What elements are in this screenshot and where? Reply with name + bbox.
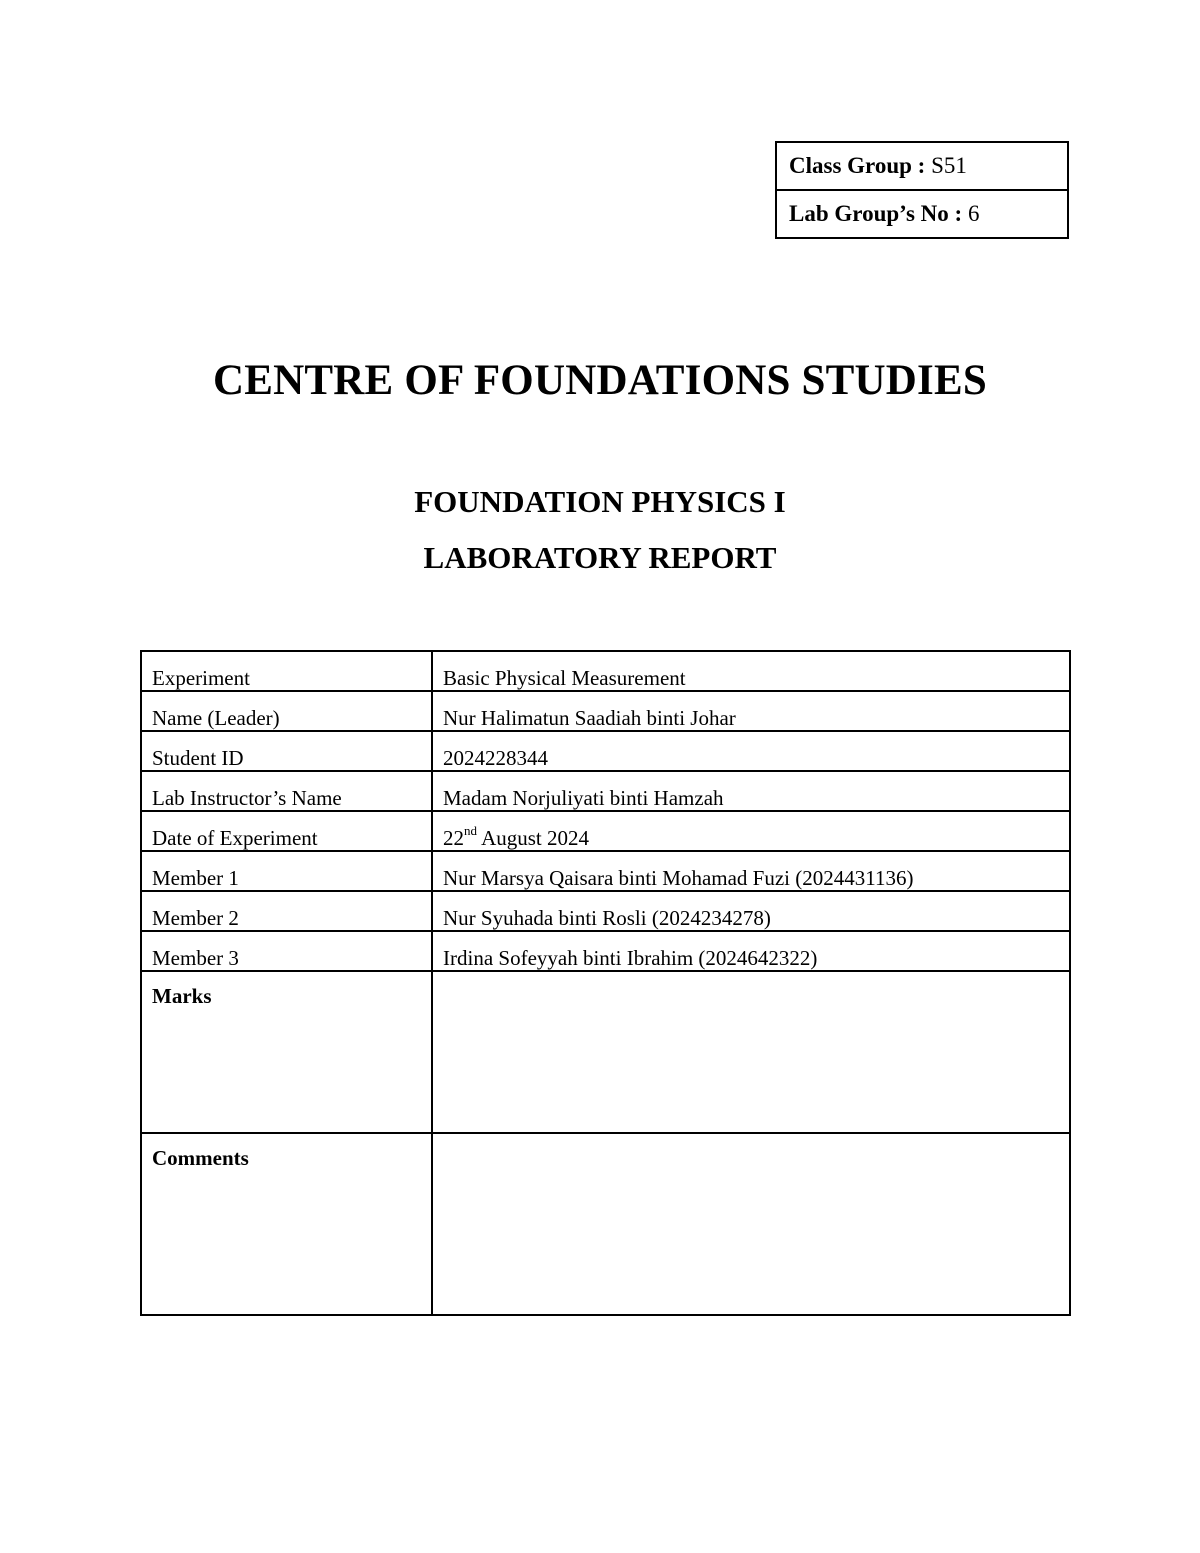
class-group-cell xyxy=(776,142,1068,190)
row-label: Student ID xyxy=(141,731,432,771)
table-row-experiment xyxy=(141,651,1070,691)
row-value: 2024228344 xyxy=(432,731,1070,771)
row-label: Member 1 xyxy=(141,851,432,891)
class-group-row xyxy=(776,142,1068,190)
comments-label: Comments xyxy=(141,1133,432,1315)
table-row-marks xyxy=(141,971,1070,1133)
row-label: Name (Leader) xyxy=(141,691,432,731)
row-value: Irdina Sofeyyah binti Ibrahim (2024642322) xyxy=(432,931,1070,971)
report-info-table xyxy=(140,650,1071,1316)
table-row-date xyxy=(141,811,1070,851)
date-suffix: nd xyxy=(464,823,477,838)
marks-value xyxy=(432,971,1070,1133)
row-label: Member 3 xyxy=(141,931,432,971)
table-row-leader xyxy=(141,691,1070,731)
class-group-label: Class Group : xyxy=(789,153,932,178)
course-title: FOUNDATION PHYSICS I xyxy=(414,484,786,519)
row-label: Member 2 xyxy=(141,891,432,931)
table-row-member-3 xyxy=(141,931,1070,971)
row-value: Nur Marsya Qaisara binti Mohamad Fuzi (2024431136) xyxy=(432,851,1070,891)
lab-group-row xyxy=(776,190,1068,238)
table-row-comments xyxy=(141,1133,1070,1315)
comments-value xyxy=(432,1133,1070,1315)
row-value: Basic Physical Measurement xyxy=(432,651,1070,691)
table-row-instructor xyxy=(141,771,1070,811)
table-row-member-2 xyxy=(141,891,1070,931)
row-value: Nur Halimatun Saadiah binti Johar xyxy=(432,691,1070,731)
date-rest: August 2024 xyxy=(477,826,590,850)
group-info-box xyxy=(775,141,1069,239)
report-title: LABORATORY REPORT xyxy=(423,540,777,575)
row-label: Lab Instructor’s Name xyxy=(141,771,432,811)
marks-label: Marks xyxy=(141,971,432,1133)
page-title: CENTRE OF FOUNDATIONS STUDIES xyxy=(213,357,987,404)
table-row-student-id xyxy=(141,731,1070,771)
row-label: Experiment xyxy=(141,651,432,691)
row-value: Nur Syuhada binti Rosli (2024234278) xyxy=(432,891,1070,931)
date-day: 22 xyxy=(443,826,464,850)
lab-group-label: Lab Group’s No : xyxy=(789,201,968,226)
lab-group-value: 6 xyxy=(967,201,980,226)
lab-group-cell xyxy=(776,190,1068,238)
table-row-member-1 xyxy=(141,851,1070,891)
class-group-value: S51 xyxy=(931,153,967,178)
row-value xyxy=(432,811,1070,851)
row-label: Date of Experiment xyxy=(141,811,432,851)
row-value: Madam Norjuliyati binti Hamzah xyxy=(432,771,1070,811)
